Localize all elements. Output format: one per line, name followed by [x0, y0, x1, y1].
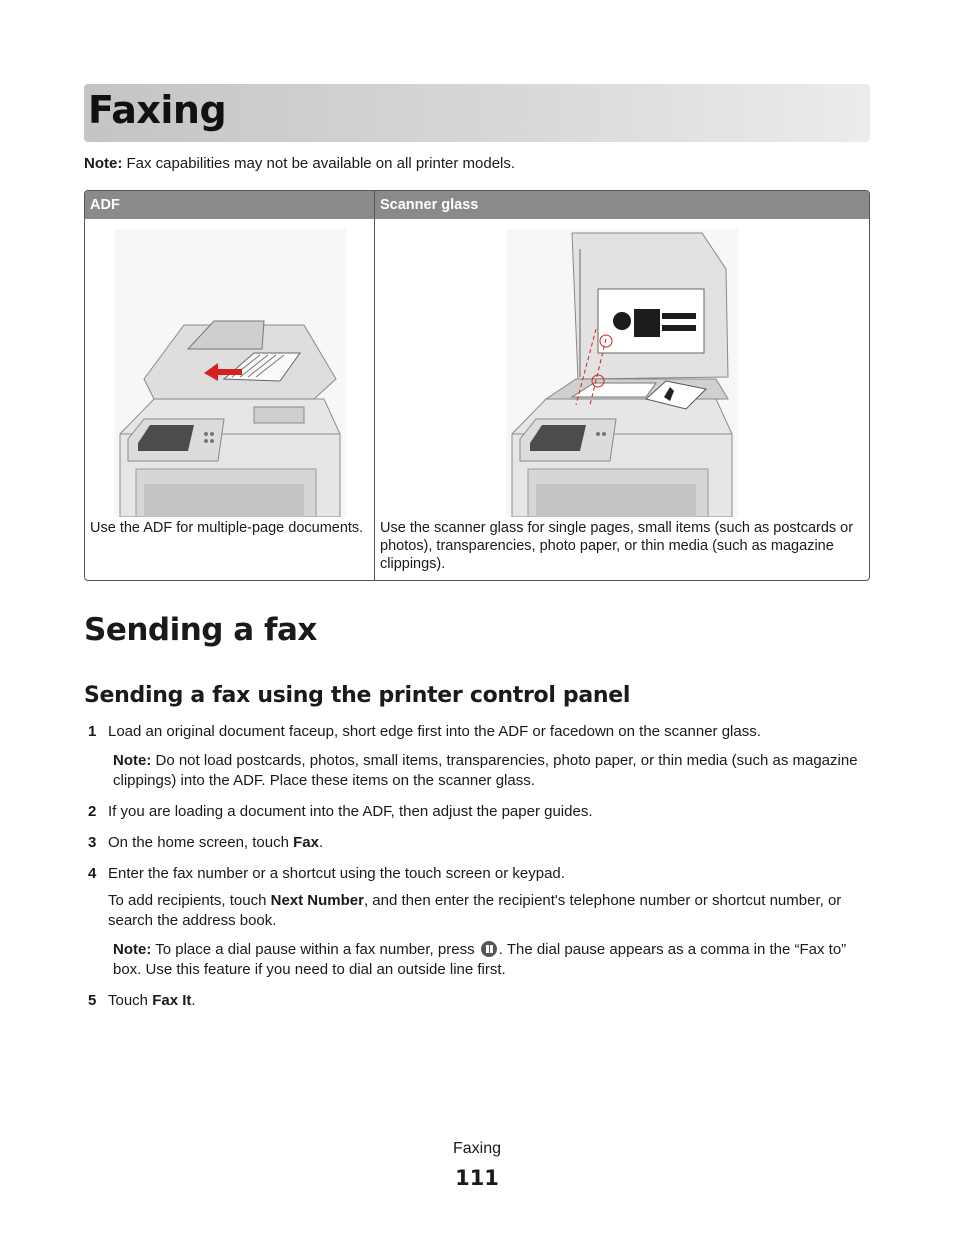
- adf-description: Use the ADF for multiple-page documents.: [90, 520, 364, 536]
- step-3: [84, 833, 874, 853]
- header-scanner-glass: Scanner glass: [374, 191, 869, 219]
- note-label: Note:: [113, 752, 152, 769]
- note-post: . The dial pause appears as a comma in the “Fax to” box. Use this feature if you need to dial an outside line first.: [113, 941, 847, 978]
- top-note: [84, 155, 515, 172]
- next-number-label: Next Number: [270, 892, 364, 909]
- adf-printer-image: [114, 229, 346, 517]
- step-4-note: [108, 940, 874, 980]
- step-text: If you are loading a document into the ADF, then adjust the paper guides.: [108, 803, 593, 820]
- footer-title: Faxing: [452, 1140, 502, 1157]
- step-number: 5: [88, 992, 97, 1009]
- note-text: Do not load postcards, photos, small items, transparencies, photo paper, or thin media (such as magazine clippings) into the ADF. Place these items on the scanner glass.: [113, 752, 858, 789]
- step-text-pre: Touch: [108, 992, 153, 1009]
- section-title: Sending a fax: [84, 612, 317, 648]
- scanner-glass-cell: [374, 219, 869, 580]
- step-text-post: .: [191, 992, 196, 1009]
- step-number: 3: [88, 834, 97, 851]
- step-text-post: .: [318, 834, 324, 851]
- step-text: [108, 833, 874, 853]
- step-1: [84, 722, 874, 791]
- page-title: Faxing: [88, 88, 227, 132]
- step-2: [84, 802, 874, 822]
- title-band: [84, 84, 870, 142]
- step-number: 4: [88, 865, 97, 882]
- step-text: Enter the fax number or a shortcut using the touch screen or keypad.: [108, 865, 565, 882]
- steps-list: [84, 722, 874, 1022]
- step-5: [84, 991, 874, 1011]
- step-4: [84, 864, 874, 980]
- pause-button-icon: [481, 941, 497, 957]
- note-pre: To place a dial pause within a fax number, press: [151, 941, 479, 958]
- step-1-note: [108, 751, 874, 791]
- note-text: Fax capabilities may not be available on all printer models.: [122, 155, 516, 172]
- fax-it-label: Fax It: [152, 992, 192, 1009]
- adf-illustration: [90, 219, 369, 517]
- step-text-pre: On the home screen, touch: [108, 834, 294, 851]
- detail-post: , and then enter the recipient's telephone number or shortcut number, or search the address book.: [108, 892, 842, 929]
- step-4-detail: [108, 891, 874, 931]
- note-label: Note:: [113, 941, 152, 958]
- step-number: 2: [88, 803, 97, 820]
- header-adf: ADF: [85, 191, 374, 219]
- scanner-glass-description: Use the scanner glass for single pages, small items (such as postcards or photos), transparencies, photo paper, or thin media (such as magazine clippings).: [380, 520, 854, 572]
- step-text: [108, 991, 874, 1011]
- detail-pre: To add recipients, touch: [108, 892, 271, 909]
- scanner-glass-illustration: [380, 219, 864, 517]
- note-label: Note:: [84, 155, 123, 172]
- step-text: Load an original document faceup, short edge first into the ADF or facedown on the scanner glass.: [108, 723, 761, 740]
- page-number: 111: [455, 1166, 499, 1190]
- adf-vs-scanner-table: [84, 190, 870, 581]
- fax-label: Fax: [293, 834, 319, 851]
- subsection-title: Sending a fax using the printer control panel: [84, 683, 631, 708]
- adf-cell: [85, 219, 374, 580]
- scanner-glass-printer-image: [506, 229, 738, 517]
- step-number: 1: [88, 723, 97, 740]
